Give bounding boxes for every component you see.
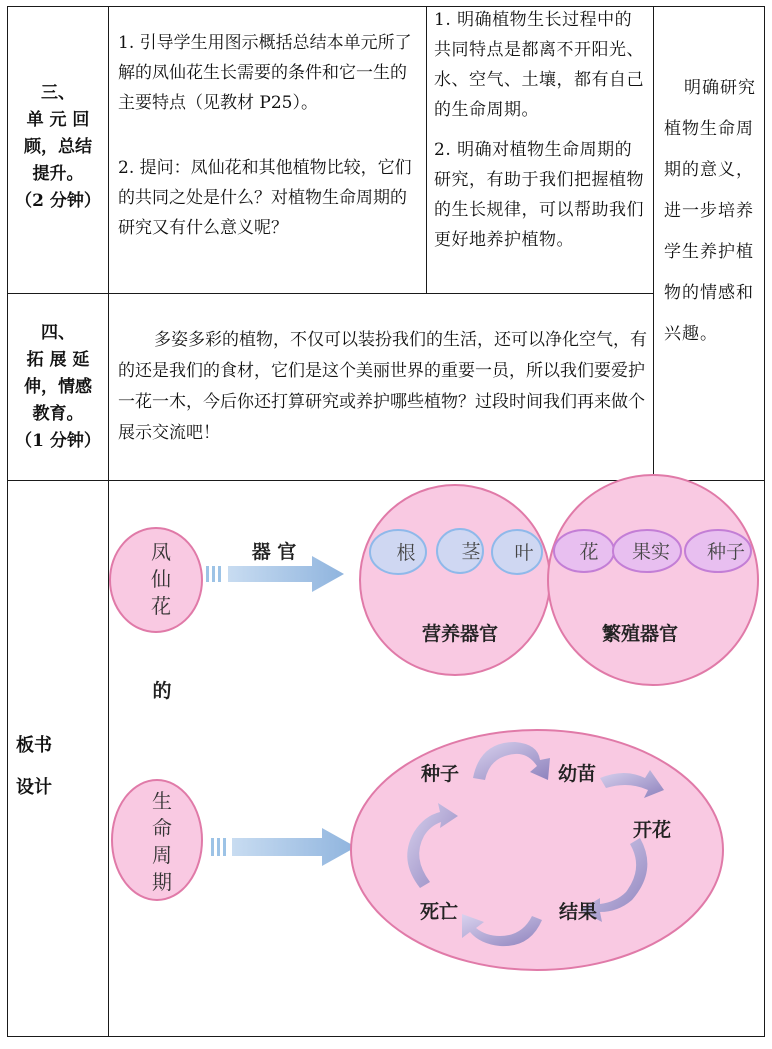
section3-stage-label: 三、 单 元 回 顾，总结 提升。 （2 分钟） (15, 83, 101, 211)
reproductive-organs-label: 繁殖器官 (601, 623, 679, 645)
section3-student-activity-1: 1. 明确植物生长过程中的共同特点是都离不开阳光、水、空气、土壤，都有自己的生命周期。 (434, 10, 644, 120)
board-design-label: 板书 设计 (16, 735, 52, 798)
lifecycle-title-char-3: 周 (152, 843, 172, 867)
organ-fruit-label: 果实 (631, 541, 671, 563)
organ-seed (685, 530, 751, 572)
organ-flower (554, 530, 614, 572)
lifecycle-title-char-2: 命 (152, 816, 172, 840)
organ-stem (437, 529, 483, 573)
vegetative-organs-label: 营养器官 (421, 623, 499, 645)
reproductive-organs-circle (548, 475, 758, 685)
section3-teacher-activity-1: 1. 引导学生用图示概括总结本单元所了解的凤仙花生长需要的条件和它一生的主要特点（见教材 P25）。 (118, 33, 412, 113)
organ-leaf-label: 叶 (514, 542, 534, 564)
cycle-stage-death: 死亡 (419, 901, 459, 923)
organ-seed-label: 种子 (706, 541, 746, 563)
organ-root-label: 根 (396, 542, 416, 564)
cycle-stage-seed: 种子 (420, 763, 460, 785)
section3-design-intent: 明确研究植物生命周期的意义，进一步培养学生养护植物的情感和兴趣。 (664, 78, 756, 344)
section4-stage-label: 四、 拓 展 延 伸，情感 教育。 （1 分钟） (15, 323, 101, 451)
lifecycle-title-char-1: 生 (152, 789, 172, 813)
connector-de: 的 (152, 680, 172, 702)
vegetative-organs-circle (360, 485, 550, 675)
plant-name-char-2: 仙 (151, 567, 171, 591)
organ-root (370, 530, 426, 574)
cycle-stage-seedling: 幼苗 (557, 763, 597, 785)
organ-leaf (492, 530, 542, 574)
lifecycle-title-char-4: 期 (152, 870, 172, 894)
organ-stem-label: 茎 (461, 541, 481, 563)
section3-teacher-activity-2: 2. 提问：凤仙花和其他植物比较，它们的共同之处是什么？对植物生命周期的研究又有什么意义呢？ (118, 158, 412, 238)
cycle-stage-flowering: 开花 (632, 819, 672, 841)
plant-name-char-1: 凤 (151, 540, 171, 564)
section3-student-activity-2: 2. 明确对植物生命周期的研究，有助于我们把握植物的生长规律，可以帮助我们更好地养护植物。 (434, 140, 644, 250)
cycle-stage-fruiting: 结果 (558, 901, 598, 923)
plant-name-char-3: 花 (151, 594, 171, 618)
organ-fruit (613, 530, 681, 572)
organ-flower-label: 花 (579, 541, 599, 563)
section4-extension-text: 多姿多彩的植物，不仅可以装扮我们的生活，还可以净化空气，有的还是我们的食材，它们是这个美丽世界的重要一员，所以我们要爱护一花一木，今后你还打算研究或养护哪些植物？过段时间我们再来做个展示交流吧！ (118, 330, 647, 443)
lifecycle-arrow (211, 828, 356, 866)
organ-title: 器 官 (251, 541, 297, 563)
